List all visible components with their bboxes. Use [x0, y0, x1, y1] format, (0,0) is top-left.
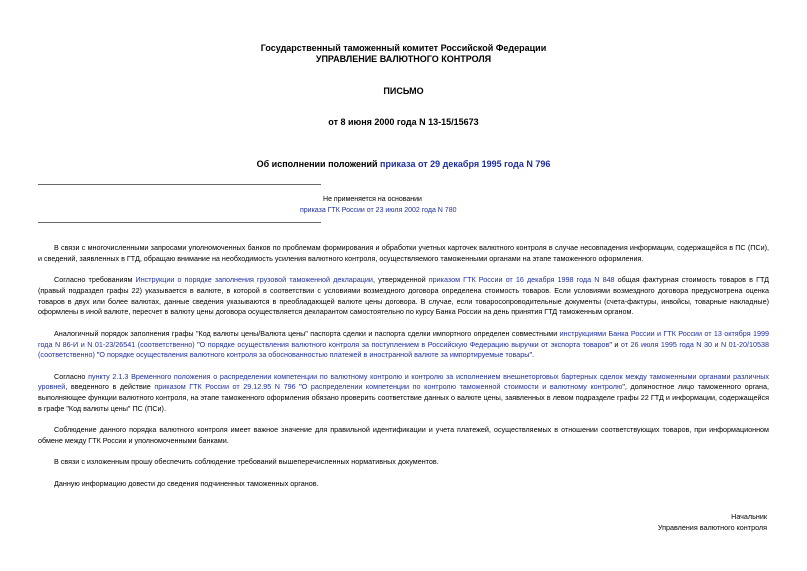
- signature-block: [658, 511, 767, 533]
- notice-rule-bottom: [38, 222, 321, 223]
- paragraph-4-text: Согласно: [54, 371, 89, 381]
- notice-block: [300, 194, 457, 216]
- paragraph-2-text: общая фактурная стоимость товаров в ГТД (правый подраздел графы 22) указывается в валюте, в которой в соответствии с условиями возмездного договора определена стоимость товаров. Если условиями возмездного договора предусмотрена оценка товаров в двух или более валютах, данные сведения указываются в преобладающей валюте цены договора. В случае, если товаросопроводительные документы (счета-фактуры, инвойсы, товарные накладные) оформлены в иной валюте, пересчет в валюту цены договора осуществляется декларантом самостоятельно по курсу Банка России на день принятия ГТД таможенным органом.: [38, 275, 769, 317]
- paragraph-7: Данную информацию довести до сведения подчиненных таможенных органов.: [54, 478, 319, 488]
- agency-title: Государственный таможенный комитет Российской Федерации: [260, 43, 547, 53]
- paragraph-1: В связи с многочисленными запросами уполномоченных банков по проблемам формирования и обработки учетных карточек валютного контроля в случае несовпадения информации, содержащейся в ПС (ПСи), и сведений, заявленных в ГТД, обращаю внимание на необходимость усиления валютного контроля, осуществляемого таможенными органами на этапе таможенного оформления.: [38, 243, 769, 263]
- instructions-30-link[interactable]: от 26 июля 1995 года N 30 и N 01-20/10538 (соответственно): [38, 339, 770, 360]
- paragraph-4-text: , введенного в действие: [65, 382, 155, 392]
- department-title: УПРАВЛЕНИЕ ВАЛЮТНОГО КОНТРОЛЯ: [315, 54, 492, 64]
- paragraph-4: [38, 372, 769, 415]
- paragraph-2: [38, 275, 769, 318]
- letter-body: [38, 243, 769, 500]
- instruction-gtd-link[interactable]: Инструкции о порядке заполнения грузовой таможенной декларации: [135, 275, 373, 285]
- import-control-link[interactable]: О порядке осуществления валютного контроля за обоснованностью платежей в иностранной валюте за импортируемые товары: [99, 350, 530, 360]
- paragraph-3-text: " и: [609, 339, 621, 349]
- paragraph-3-text: ": [94, 350, 100, 360]
- notice-line: Не применяется на основании: [323, 196, 422, 203]
- instructions-86i-link[interactable]: инструкциями Банка России и ГТК России от 13 октября 1999 года N 86-И и N 01-23/26541 (соответственно): [38, 328, 769, 349]
- paragraph-3-text: ": [194, 339, 200, 349]
- notice-order-link[interactable]: приказа ГТК России от 23 июля 2002 года N 780: [300, 207, 457, 214]
- subject-prefix: Об исполнении положений: [256, 159, 381, 169]
- paragraph-3-text: Аналогичный порядок заполнения графы "Код валюты цены/Валюта цены" паспорта сделки и паспорта сделки импортного определен совместными: [54, 328, 560, 338]
- paragraph-3-text: ".: [529, 350, 535, 360]
- paragraph-6: В связи с изложенным прошу обеспечить соблюдение требований вышеперечисленных нормативных документов.: [54, 457, 439, 467]
- competence-distribution-link[interactable]: О распределении компетенции по контролю таможенной стоимости и валютному контролю: [301, 382, 623, 392]
- paragraph-3: [38, 329, 769, 361]
- paragraph-2-text: , утвержденной: [372, 275, 429, 285]
- paragraph-4-text: ": [295, 382, 302, 392]
- paragraph-4-text: ", должностное лицо таможенного органа, выполняющее функции валютного контроля, на этапе таможенного оформления обязано проверить соответствие данных о валюте цены, заявленных в левом подразделе графы 22 ГТД и информации, содержащейся в графе "Код валюты цены" ПС (ПСи).: [38, 382, 770, 414]
- export-control-link[interactable]: О порядке осуществления валютного контроля за поступлением в Российскую Федерацию выручки от экспорта товаров: [199, 339, 610, 349]
- subject-order-link[interactable]: приказа от 29 декабря 1995 года N 796: [380, 159, 551, 169]
- order-796-link[interactable]: приказом ГТК России от 29.12.95 N 796: [154, 382, 296, 392]
- document-type: ПИСЬМО: [383, 86, 424, 96]
- document-date-number: от 8 июня 2000 года N 13-15/15673: [328, 117, 479, 127]
- order-848-link[interactable]: приказом ГТК России от 16 декабря 1998 года N 848: [428, 275, 615, 285]
- document-subject: [0, 159, 807, 170]
- paragraph-5: Соблюдение данного порядка валютного контроля имеет важное значение для правильной идентификации и учета платежей, осуществляемых в отношении соответствующих товаров, при информационном обмене между ГТК России и уполномоченными банками.: [38, 425, 769, 446]
- signature-department: Управления валютного контроля: [657, 523, 767, 532]
- clause-213-link[interactable]: пункту 2.1.3 Временного положения о распределении компетенции по валютному контролю и контролю за исполнением внешнеторговых бартерных сделок между таможенными органами различных уровней: [38, 371, 769, 392]
- notice-rule-top: [38, 184, 321, 185]
- signature-position: Начальник: [731, 512, 767, 521]
- paragraph-2-text: Согласно требованиям: [54, 275, 136, 285]
